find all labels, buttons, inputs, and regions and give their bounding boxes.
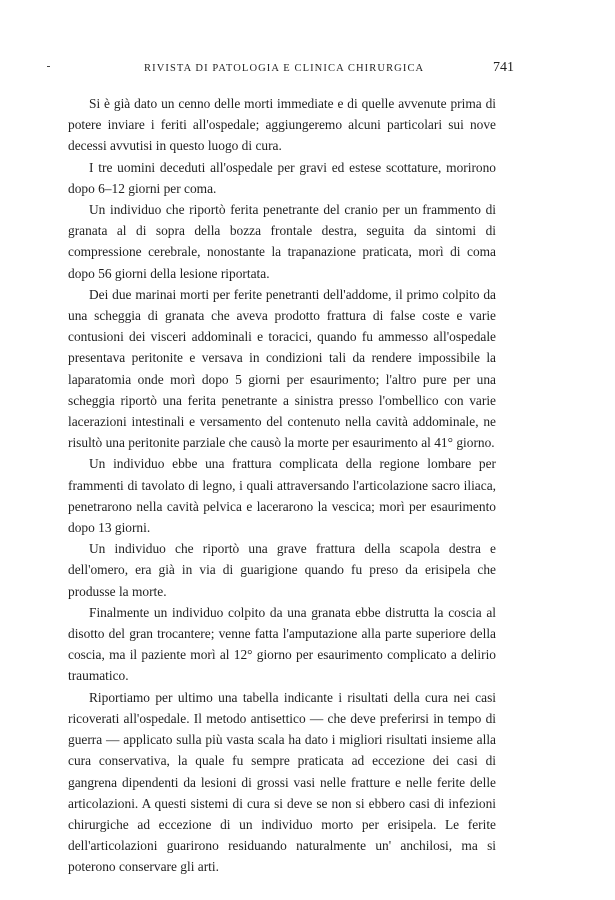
paragraph: Un individuo ebbe una frattura complicata della regione lombare per frammenti di tavolato di legno, i quali attraversando l'articolazione sacro iliaca, penetrarono nella cavità pelvica e lacerarono la vescica; morì per esaurimento dopo 13 giorni. bbox=[68, 456, 496, 536]
paragraph: Un individuo che riportò una grave frattura della scapola destra e dell'omero, era già in via di guarigione quando fu preso da erisipela che produsse la morte. bbox=[68, 541, 496, 599]
page-header bbox=[144, 60, 514, 80]
paragraph: Si è già dato un cenno delle morti immediate e di quelle avvenute prima di potere inviare i feriti all'ospedale; aggiungeremo alcuni particolari sui nove decessi avvutisi in questo luogo di cura. bbox=[68, 96, 496, 154]
margin-mark bbox=[47, 66, 50, 67]
paragraph: Riportiamo per ultimo una tabella indicante i risultati della cura nei casi ricoverati all'ospedale. Il metodo antisettico — che deve preferirsi in tempo di guerra — applicato sulla più vasta scala ha dato i migliori risultati insieme alla cura conservativa, la quale fu sempre praticata ad eccezione dei casi di gangrena dipendenti da lesioni di grossi vasi nelle fratture e nelle ferite delle articolazioni. A questi sistemi di cura si deve se non si ebbero casi di infezioni chirurgiche ad eccezione di un individuo morto per erisipela. Le ferite dell'articolazioni guarirono residuando naturalmente un' anchilosi, ma si poterono conservare gli arti. bbox=[68, 689, 496, 875]
paragraph: I tre uomini deceduti all'ospedale per gravi ed estese scottature, morirono dopo 6–12 giorni per coma. bbox=[68, 159, 496, 196]
running-title: RIVISTA DI PATOLOGIA E CLINICA CHIRURGICA bbox=[144, 63, 425, 74]
paragraph: Un individuo che riportò ferita penetrante del cranio per un frammento di granata al di sopra della bozza frontale destra, seguita da sintomi di compressione cerebrale, nonostante la trapanazione praticata, morì di coma dopo 56 giorni della lesione riportata. bbox=[68, 202, 496, 281]
body-text bbox=[68, 93, 496, 878]
paragraph: Dei due marinai morti per ferite penetranti dell'addome, il primo colpito da una scheggia di granata che aveva prodotto frattura di false coste e varie contusioni dei visceri addominali e toracici, quando fu ammesso all'ospedale presentava peritonite e versava in condizioni tali da rendere impossibile la laparatomia onde morì dopo 5 giorni per esaurimento; l'altro pure per una scheggia riportò una ferita penetrante a sinistra presso l'ombellico con varie lacerazioni intestinali e versamento del contenuto nella cavità addominale, ne risultò una peritonite parziale che causò la morte per esaurimento al 41° giorno. bbox=[68, 286, 496, 451]
paragraph: Finalmente un individuo colpito da una granata ebbe distrutta la coscia al disotto del gran trocantere; venne fatta l'amputazione alla parte superiore della coscia, ma il paziente morì al 12° giorno per esaurimento complicato a delirio traumatico. bbox=[68, 604, 496, 684]
page-number: 741 bbox=[493, 60, 514, 75]
